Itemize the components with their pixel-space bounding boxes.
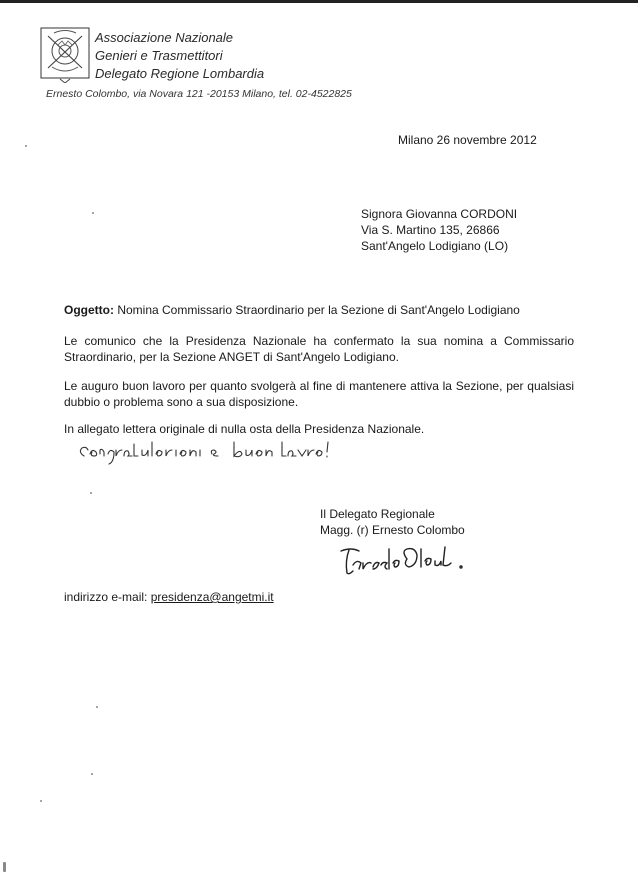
recipient-address [361,206,517,254]
email-line [64,590,274,604]
top-border [0,0,638,3]
handwritten-signature [337,543,467,581]
scan-speck [40,800,42,802]
body-paragraph: Le comunico che la Presidenza Nazionale ha confermato la sua nomina a Commissario Straordinario, per la Sezione ANGET di Sant'Angelo Lodigiano. [64,334,574,364]
scan-speck [91,773,93,775]
org-specialty-line: Genieri e Trasmettitori [95,48,223,63]
organization-heading [95,29,264,83]
handwritten-note [76,438,336,468]
subject-line [64,303,520,317]
scan-speck [25,145,27,147]
email-label: indirizzo e-mail: [64,590,151,604]
org-name-line: Associazione Nazionale [95,30,234,45]
subject-text: Nomina Commissario Straordinario per la Sezione di Sant'Angelo Lodigiano [114,303,520,317]
scan-speck [90,492,92,494]
signer-name: Magg. (r) Ernesto Colombo [320,523,465,537]
recipient-city: Sant'Angelo Lodigiano (LO) [361,239,509,253]
recipient-name: Signora Giovanna CORDONI [361,207,518,221]
email-link[interactable]: presidenza@angetmi.it [150,590,274,604]
scan-speck [3,862,6,872]
scan-speck [96,706,98,708]
recipient-street: Via S. Martino 135, 26866 [361,223,500,237]
scan-speck [92,212,94,214]
association-emblem-icon [40,27,90,83]
letter-date: Milano 26 novembre 2012 [398,133,537,147]
org-office-line: Delegato Regione Lombardia [95,66,265,81]
sender-address: Ernesto Colombo, via Novara 121 -20153 Milano, tel. 02-4522825 [46,88,352,100]
closing-block [320,506,465,538]
subject-label: Oggetto: [64,303,114,317]
signer-title: Il Delegato Regionale [320,507,435,521]
body-paragraph: In allegato lettera originale di nulla osta della Presidenza Nazionale. [64,422,425,436]
body-paragraph: Le auguro buon lavoro per quanto svolgerà al fine di mantenere attiva la Sezione, per qualsiasi dubbio o problema sono a sua disposizione. [64,379,574,409]
